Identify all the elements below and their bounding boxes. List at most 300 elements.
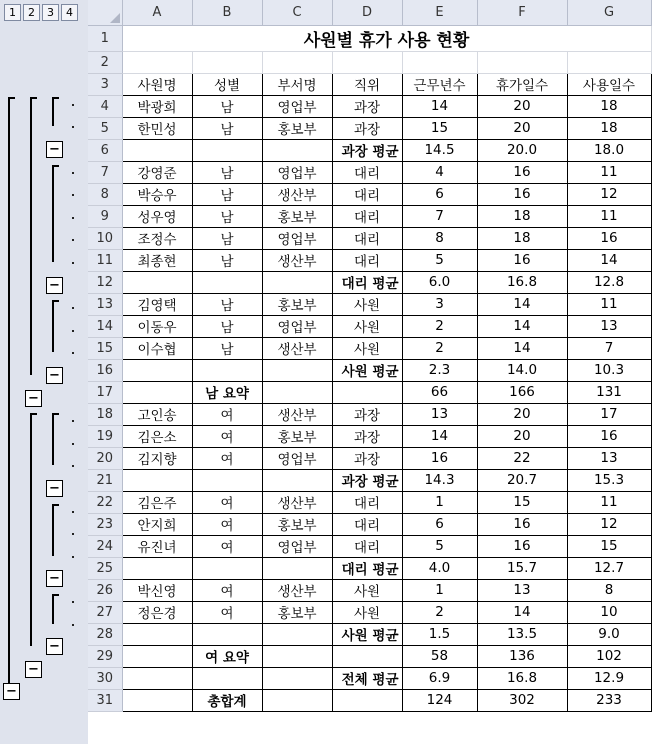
cell-vacation-days[interactable]: 15 <box>477 491 567 513</box>
row-header[interactable]: 28 <box>88 623 122 645</box>
cell-position[interactable]: 대리 <box>332 513 402 535</box>
cell-vacation-days[interactable]: 20 <box>477 117 567 139</box>
cell-dept[interactable]: 홍보부 <box>262 513 332 535</box>
cell-name[interactable] <box>122 689 192 711</box>
subtotal-row <box>88 271 651 293</box>
cell-position[interactable]: 사원 <box>332 293 402 315</box>
cell-years[interactable]: 15 <box>402 117 477 139</box>
table-row <box>88 513 651 535</box>
cell-used-days[interactable]: 13 <box>567 315 651 337</box>
cell-name[interactable]: 박신영 <box>122 579 192 601</box>
row-header[interactable]: 23 <box>88 513 122 535</box>
outline-level4-bar-3 <box>52 413 54 465</box>
cell-years[interactable]: 2 <box>402 601 477 623</box>
summary-row <box>88 381 651 403</box>
cell-vacation-days[interactable]: 16 <box>477 161 567 183</box>
cell-name[interactable]: 조정수 <box>122 227 192 249</box>
cell-position[interactable]: 과장 <box>332 403 402 425</box>
header-cell-name[interactable]: 사원명 <box>122 73 192 95</box>
cell-dept[interactable]: 홍보부 <box>262 601 332 623</box>
cell-used-days[interactable]: 10 <box>567 601 651 623</box>
cell-vacation-days[interactable]: 13 <box>477 579 567 601</box>
cell-vacation-days[interactable]: 16 <box>477 249 567 271</box>
cell-years[interactable]: 66 <box>402 381 477 403</box>
cell-years[interactable]: 2.3 <box>402 359 477 381</box>
row-header[interactable]: 26 <box>88 579 122 601</box>
cell[interactable] <box>262 51 332 73</box>
table-row <box>88 425 651 447</box>
cell-name[interactable] <box>122 359 192 381</box>
row-header[interactable]: 13 <box>88 293 122 315</box>
cell-used-days[interactable]: 12.9 <box>567 667 651 689</box>
table-row <box>88 491 651 513</box>
cell-dept[interactable] <box>262 557 332 579</box>
cell-dept[interactable] <box>262 645 332 667</box>
row-header[interactable]: 27 <box>88 601 122 623</box>
row-header[interactable]: 18 <box>88 403 122 425</box>
row-header[interactable]: 19 <box>88 425 122 447</box>
cell-name[interactable]: 강영준 <box>122 161 192 183</box>
outline-detail-dot <box>72 601 74 603</box>
table-row <box>88 161 651 183</box>
row-header[interactable]: 29 <box>88 645 122 667</box>
outline-pane <box>0 0 88 744</box>
cell-name[interactable] <box>122 623 192 645</box>
cell-vacation-days[interactable]: 22 <box>477 447 567 469</box>
cell-used-days[interactable]: 12.7 <box>567 557 651 579</box>
cell-vacation-days[interactable]: 16 <box>477 183 567 205</box>
cell-used-days[interactable]: 12 <box>567 183 651 205</box>
cell-vacation-days[interactable]: 14.0 <box>477 359 567 381</box>
cell-years[interactable]: 58 <box>402 645 477 667</box>
cell-vacation-days[interactable]: 14 <box>477 315 567 337</box>
cell-years[interactable]: 6 <box>402 183 477 205</box>
row-header[interactable]: 25 <box>88 557 122 579</box>
header-cell-used-days[interactable]: 사용일수 <box>567 73 651 95</box>
cell[interactable] <box>402 51 477 73</box>
table-row <box>88 447 651 469</box>
cell-years[interactable]: 2 <box>402 337 477 359</box>
outline-level2-bar-tick <box>8 97 15 99</box>
cell-vacation-days[interactable]: 20 <box>477 425 567 447</box>
cell[interactable] <box>477 51 567 73</box>
summary-row <box>88 645 651 667</box>
cell-gender[interactable]: 남 <box>192 315 262 337</box>
cell-vacation-days[interactable]: 13.5 <box>477 623 567 645</box>
cell-position[interactable]: 사원 <box>332 601 402 623</box>
cell-name[interactable] <box>122 667 192 689</box>
cell-name[interactable]: 김지향 <box>122 447 192 469</box>
cell[interactable] <box>332 51 402 73</box>
cell-position[interactable]: 과장 평균 <box>332 139 402 161</box>
cell-name[interactable]: 이수협 <box>122 337 192 359</box>
cell-used-days[interactable]: 233 <box>567 689 651 711</box>
cell-used-days[interactable]: 10.3 <box>567 359 651 381</box>
cell-name[interactable] <box>122 139 192 161</box>
cell-position[interactable]: 사원 평균 <box>332 623 402 645</box>
cell-gender[interactable]: 여 <box>192 403 262 425</box>
cell-name[interactable] <box>122 271 192 293</box>
column-header-b[interactable]: B <box>192 0 262 25</box>
header-cell-dept[interactable]: 부서명 <box>262 73 332 95</box>
row-header[interactable]: 16 <box>88 359 122 381</box>
cell-dept[interactable]: 영업부 <box>262 95 332 117</box>
outline-collapse-group-2-button[interactable]: − <box>46 367 63 384</box>
cell-years[interactable]: 4 <box>402 161 477 183</box>
cell-position[interactable]: 과장 <box>332 95 402 117</box>
cell-gender[interactable]: 총합계 <box>192 689 262 711</box>
cell-years[interactable]: 6.9 <box>402 667 477 689</box>
cell-name[interactable] <box>122 381 192 403</box>
row-header[interactable]: 9 <box>88 205 122 227</box>
row-header[interactable]: 17 <box>88 381 122 403</box>
row-header[interactable]: 5 <box>88 117 122 139</box>
cell-name[interactable]: 정은경 <box>122 601 192 623</box>
column-header-f[interactable]: F <box>477 0 567 25</box>
outline-level-1-button[interactable]: 1 <box>4 4 21 21</box>
row-header[interactable]: 14 <box>88 315 122 337</box>
cell-used-days[interactable]: 7 <box>567 337 651 359</box>
table-row <box>88 95 651 117</box>
cell-years[interactable]: 16 <box>402 447 477 469</box>
cell-years[interactable]: 5 <box>402 535 477 557</box>
cell-name[interactable]: 박승우 <box>122 183 192 205</box>
outline-level-3-button[interactable]: 3 <box>42 4 59 21</box>
cell-vacation-days[interactable]: 14 <box>477 337 567 359</box>
cell-name[interactable]: 김은소 <box>122 425 192 447</box>
cell[interactable] <box>567 51 651 73</box>
cell-years[interactable]: 14 <box>402 425 477 447</box>
cell-used-days[interactable]: 18 <box>567 117 651 139</box>
outline-level-2-button[interactable]: 2 <box>23 4 40 21</box>
row-header[interactable]: 6 <box>88 139 122 161</box>
row-header[interactable]: 30 <box>88 667 122 689</box>
cell-years[interactable]: 14 <box>402 95 477 117</box>
cell-used-days[interactable]: 15.3 <box>567 469 651 491</box>
outline-collapse-group-0-button[interactable]: − <box>46 141 63 158</box>
cell-name[interactable]: 박광희 <box>122 95 192 117</box>
cell-gender[interactable] <box>192 623 262 645</box>
cell-dept[interactable]: 생산부 <box>262 491 332 513</box>
cell-gender[interactable]: 남 <box>192 227 262 249</box>
cell-dept[interactable] <box>262 667 332 689</box>
cell-used-days[interactable]: 12 <box>567 513 651 535</box>
subtotal-row <box>88 139 651 161</box>
row-header[interactable]: 12 <box>88 271 122 293</box>
outline-detail-dot <box>72 194 74 196</box>
cell-dept[interactable]: 생산부 <box>262 579 332 601</box>
outline-level3-bar-female <box>30 413 32 646</box>
cell-dept[interactable] <box>262 689 332 711</box>
cell-vacation-days[interactable]: 20.7 <box>477 469 567 491</box>
outline-level4-bar-4 <box>52 504 54 556</box>
row-header[interactable]: 3 <box>88 73 122 95</box>
cell-gender[interactable]: 남 <box>192 337 262 359</box>
cell-gender[interactable]: 남 요약 <box>192 381 262 403</box>
column-header-g[interactable]: G <box>567 0 651 25</box>
cell-years[interactable]: 3 <box>402 293 477 315</box>
outline-collapse-group-5-button[interactable]: − <box>46 638 63 655</box>
outline-detail-dot <box>72 511 74 513</box>
cell-used-days[interactable]: 16 <box>567 227 651 249</box>
row-header[interactable]: 20 <box>88 447 122 469</box>
cell-used-days[interactable]: 12.8 <box>567 271 651 293</box>
cell-position[interactable]: 대리 <box>332 227 402 249</box>
cell-position[interactable]: 대리 <box>332 249 402 271</box>
cell-name[interactable]: 한민성 <box>122 117 192 139</box>
cell-position[interactable]: 대리 <box>332 491 402 513</box>
cell-vacation-days[interactable]: 136 <box>477 645 567 667</box>
cell-position[interactable]: 사원 <box>332 337 402 359</box>
header-cell-gender[interactable]: 성별 <box>192 73 262 95</box>
cell-dept[interactable]: 영업부 <box>262 315 332 337</box>
cell-dept[interactable]: 홍보부 <box>262 205 332 227</box>
row-header[interactable]: 8 <box>88 183 122 205</box>
cell-dept[interactable]: 영업부 <box>262 535 332 557</box>
cell-years[interactable]: 1 <box>402 579 477 601</box>
cell-dept[interactable]: 영업부 <box>262 227 332 249</box>
cell-position[interactable] <box>332 381 402 403</box>
cell-used-days[interactable]: 16 <box>567 425 651 447</box>
outline-level3-bar-male <box>30 97 32 375</box>
cell-vacation-days[interactable]: 18 <box>477 227 567 249</box>
cell-years[interactable]: 6 <box>402 513 477 535</box>
cell-used-days[interactable]: 15 <box>567 535 651 557</box>
column-header-d[interactable]: D <box>332 0 402 25</box>
cell-vacation-days[interactable]: 14 <box>477 293 567 315</box>
cell-gender[interactable] <box>192 359 262 381</box>
cell-gender[interactable]: 여 <box>192 601 262 623</box>
cell-dept[interactable]: 생산부 <box>262 403 332 425</box>
subtotal-row <box>88 469 651 491</box>
cell-dept[interactable] <box>262 381 332 403</box>
cell-used-days[interactable]: 18 <box>567 95 651 117</box>
cell-vacation-days[interactable]: 20 <box>477 403 567 425</box>
cell-position[interactable]: 대리 <box>332 183 402 205</box>
row-header[interactable]: 2 <box>88 51 122 73</box>
cell-gender[interactable] <box>192 667 262 689</box>
subtotal-row <box>88 667 651 689</box>
outline-collapse-group-4-button[interactable]: − <box>46 570 63 587</box>
cell-position[interactable] <box>332 645 402 667</box>
cell-used-days[interactable]: 17 <box>567 403 651 425</box>
cell-years[interactable]: 14.3 <box>402 469 477 491</box>
cell-name[interactable]: 김영택 <box>122 293 192 315</box>
cell-used-days[interactable]: 13 <box>567 447 651 469</box>
cell-name[interactable]: 성우영 <box>122 205 192 227</box>
header-cell-years[interactable]: 근무년수 <box>402 73 477 95</box>
cell-dept[interactable] <box>262 271 332 293</box>
cell-name[interactable] <box>122 645 192 667</box>
cell-years[interactable]: 13 <box>402 403 477 425</box>
cell-position[interactable] <box>332 689 402 711</box>
header-cell-position[interactable]: 직위 <box>332 73 402 95</box>
outline-detail-dot <box>72 624 74 626</box>
cell-used-days[interactable]: 11 <box>567 293 651 315</box>
cell-gender[interactable] <box>192 271 262 293</box>
cell-years[interactable]: 7 <box>402 205 477 227</box>
cell-gender[interactable]: 여 <box>192 579 262 601</box>
cell-gender[interactable]: 남 <box>192 293 262 315</box>
row-header[interactable]: 22 <box>88 491 122 513</box>
cell-vacation-days[interactable]: 15.7 <box>477 557 567 579</box>
cell-position[interactable]: 대리 <box>332 205 402 227</box>
cell-years[interactable]: 6.0 <box>402 271 477 293</box>
cell-dept[interactable]: 영업부 <box>262 447 332 469</box>
outline-collapse-male-button[interactable]: − <box>25 390 42 407</box>
cell-position[interactable]: 대리 평균 <box>332 557 402 579</box>
cell-position[interactable]: 사원 <box>332 579 402 601</box>
cell-gender[interactable] <box>192 139 262 161</box>
table-row <box>88 579 651 601</box>
outline-detail-dot <box>72 330 74 332</box>
cell-vacation-days[interactable]: 16 <box>477 513 567 535</box>
cell-name[interactable]: 이동우 <box>122 315 192 337</box>
cell-position[interactable]: 대리 <box>332 535 402 557</box>
cell-used-days[interactable]: 11 <box>567 205 651 227</box>
outline-level-4-button[interactable]: 4 <box>61 4 78 21</box>
cell-vacation-days[interactable]: 302 <box>477 689 567 711</box>
cell[interactable] <box>122 51 192 73</box>
cell-gender[interactable]: 여 <box>192 447 262 469</box>
cell-dept[interactable] <box>262 469 332 491</box>
cell-name[interactable]: 유진녀 <box>122 535 192 557</box>
column-header-c[interactable]: C <box>262 0 332 25</box>
cell-name[interactable] <box>122 557 192 579</box>
cell-vacation-days[interactable]: 20 <box>477 95 567 117</box>
subtotal-row <box>88 623 651 645</box>
cell-years[interactable]: 2 <box>402 315 477 337</box>
cell-dept[interactable] <box>262 359 332 381</box>
cell-position[interactable]: 과장 <box>332 117 402 139</box>
cell-dept[interactable]: 영업부 <box>262 161 332 183</box>
cell-vacation-days[interactable]: 166 <box>477 381 567 403</box>
row-header[interactable]: 11 <box>88 249 122 271</box>
cell-name[interactable]: 안지희 <box>122 513 192 535</box>
outline-level4-bar-2 <box>52 300 54 352</box>
cell-dept[interactable]: 홍보부 <box>262 117 332 139</box>
cell-gender[interactable]: 여 <box>192 425 262 447</box>
outline-level4-bar-2-tick <box>52 300 59 302</box>
cell-gender[interactable]: 남 <box>192 205 262 227</box>
cell-vacation-days[interactable]: 16.8 <box>477 271 567 293</box>
cell-used-days[interactable]: 11 <box>567 161 651 183</box>
cell-used-days[interactable]: 18.0 <box>567 139 651 161</box>
cell-name[interactable]: 최종현 <box>122 249 192 271</box>
table-row <box>88 205 651 227</box>
cell-years[interactable]: 5 <box>402 249 477 271</box>
cell-vacation-days[interactable]: 16 <box>477 535 567 557</box>
outline-level4-bar-0-tick <box>52 97 59 99</box>
column-header-e[interactable]: E <box>402 0 477 25</box>
cell-name[interactable]: 김은주 <box>122 491 192 513</box>
cell-used-days[interactable]: 9.0 <box>567 623 651 645</box>
cell-years[interactable]: 1 <box>402 491 477 513</box>
sheet-title[interactable]: 사원별 휴가 사용 현황 <box>122 25 651 51</box>
outline-collapse-female-button[interactable]: − <box>25 661 42 678</box>
cell-gender[interactable]: 여 <box>192 513 262 535</box>
cell-gender[interactable]: 남 <box>192 95 262 117</box>
cell-years[interactable]: 1.5 <box>402 623 477 645</box>
outline-collapse-group-1-button[interactable]: − <box>46 277 63 294</box>
cell-position[interactable]: 과장 평균 <box>332 469 402 491</box>
cell-used-days[interactable]: 14 <box>567 249 651 271</box>
outline-collapse-total-button[interactable]: − <box>3 683 20 700</box>
row-header[interactable]: 24 <box>88 535 122 557</box>
row-header[interactable]: 31 <box>88 689 122 711</box>
outline-detail-dot <box>72 352 74 354</box>
outline-level4-bar-5 <box>52 594 54 624</box>
cell-vacation-days[interactable]: 18 <box>477 205 567 227</box>
outline-level4-bar-1-tick <box>52 165 59 167</box>
summary-row <box>88 689 651 711</box>
outline-detail-dot <box>72 533 74 535</box>
outline-collapse-group-3-button[interactable]: − <box>46 480 63 497</box>
header-cell-vacation-days[interactable]: 휴가일수 <box>477 73 567 95</box>
row-header[interactable]: 4 <box>88 95 122 117</box>
row-header[interactable]: 1 <box>88 25 122 51</box>
cell-gender[interactable] <box>192 557 262 579</box>
cell-name[interactable] <box>122 469 192 491</box>
cell-years[interactable]: 4.0 <box>402 557 477 579</box>
cell-gender[interactable] <box>192 469 262 491</box>
cell-years[interactable]: 8 <box>402 227 477 249</box>
row-header[interactable]: 10 <box>88 227 122 249</box>
cell[interactable] <box>192 51 262 73</box>
cell-position[interactable]: 사원 평균 <box>332 359 402 381</box>
cell-gender[interactable]: 남 <box>192 161 262 183</box>
cell-vacation-days[interactable]: 16.8 <box>477 667 567 689</box>
cell-position[interactable]: 과장 <box>332 447 402 469</box>
cell-vacation-days[interactable]: 20.0 <box>477 139 567 161</box>
cell-dept[interactable] <box>262 623 332 645</box>
cell-gender[interactable]: 남 <box>192 249 262 271</box>
cell-years[interactable]: 14.5 <box>402 139 477 161</box>
cell-used-days[interactable]: 8 <box>567 579 651 601</box>
column-header-a[interactable]: A <box>122 0 192 25</box>
cell-dept[interactable]: 생산부 <box>262 183 332 205</box>
cell-position[interactable]: 대리 <box>332 161 402 183</box>
cell-vacation-days[interactable]: 14 <box>477 601 567 623</box>
table-header-row <box>88 73 651 95</box>
cell-used-days[interactable]: 131 <box>567 381 651 403</box>
cell-gender[interactable]: 여 <box>192 535 262 557</box>
cell-dept[interactable]: 생산부 <box>262 337 332 359</box>
cell-position[interactable]: 사원 <box>332 315 402 337</box>
cell-dept[interactable]: 생산부 <box>262 249 332 271</box>
cell-years[interactable]: 124 <box>402 689 477 711</box>
row-header[interactable]: 7 <box>88 161 122 183</box>
cell-position[interactable]: 전체 평균 <box>332 667 402 689</box>
cell-dept[interactable] <box>262 139 332 161</box>
outline-detail-dot <box>72 104 74 106</box>
row-header[interactable]: 15 <box>88 337 122 359</box>
cell-gender[interactable]: 남 <box>192 183 262 205</box>
select-all-corner[interactable] <box>88 0 122 25</box>
cell-used-days[interactable]: 11 <box>567 491 651 513</box>
cell-used-days[interactable]: 102 <box>567 645 651 667</box>
cell-position[interactable]: 과장 <box>332 425 402 447</box>
outline-level4-bar-4-tick <box>52 504 59 506</box>
cell-dept[interactable]: 홍보부 <box>262 425 332 447</box>
cell-gender[interactable]: 여 <box>192 491 262 513</box>
cell-gender[interactable]: 남 <box>192 117 262 139</box>
cell-name[interactable]: 고인송 <box>122 403 192 425</box>
cell-dept[interactable]: 홍보부 <box>262 293 332 315</box>
cell-position[interactable]: 대리 평균 <box>332 271 402 293</box>
row-header[interactable]: 21 <box>88 469 122 491</box>
cell-gender[interactable]: 여 요약 <box>192 645 262 667</box>
